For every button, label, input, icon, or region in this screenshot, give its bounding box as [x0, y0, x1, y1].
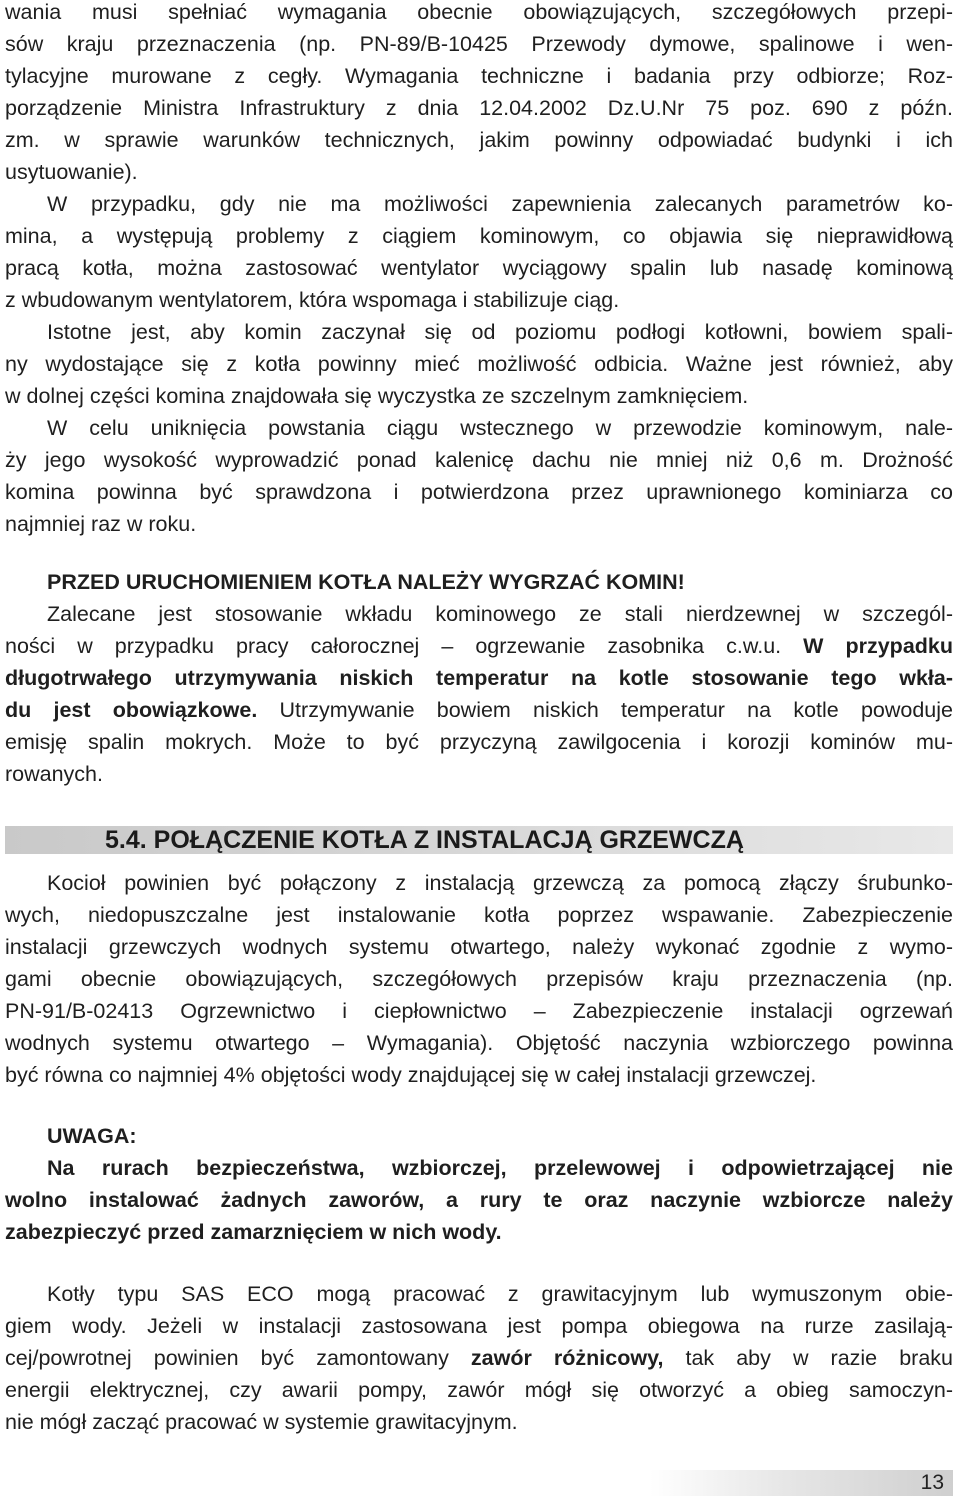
text-line: ży jego wysokość wyprowadzić ponad kalenicę dachu nie mniej niż 0,6 m. Drożność — [5, 448, 953, 472]
text-line: Kotły typu SAS ECO mogą pracować z grawitacyjnym lub wymuszonym obie- — [47, 1282, 953, 1306]
text-line: giem wody. Jeżeli w instalacji zastosowana jest pompa obiegowa na rurze zasilają- — [5, 1314, 953, 1338]
section-title: 5.4. POŁĄCZENIE KOTŁA Z INSTALACJĄ GRZEWCZĄ — [105, 826, 744, 854]
text-line: energii elektrycznej, czy awarii pompy, zawór mógł się otworzyć a obieg samoczyn- — [5, 1378, 953, 1402]
bold-text-line: Na rurach bezpieczeństwa, wzbiorczej, przelewowej i odpowietrzającej nie — [47, 1156, 953, 1180]
text-line: instalacji grzewczych wodnych systemu otwartego, należy wykonać zgodnie z wymo- — [5, 935, 953, 959]
text-line: wych, niedopuszczalne jest instalowanie kotła poprzez wspawanie. Zabezpieczenie — [5, 903, 953, 927]
text-line: wodnych systemu otwartego – Wymagania). Objętość naczynia wzbiorczego powinna — [5, 1031, 953, 1055]
text-line: ny wydostające się z kotła powinny mieć możliwość odbicia. Ważne jest również, aby — [5, 352, 953, 376]
bold-text-span: W przypadku — [803, 634, 953, 658]
text-line: komina powinna być sprawdzona i potwierdzona przez uprawnionego kominiarza co — [5, 480, 953, 504]
text-line: W celu uniknięcia powstania ciągu wstecznego w przewodzie kominowym, nale- — [47, 416, 953, 440]
bold-text-span: zawór różnicowy, — [470, 1346, 664, 1370]
text-line: z wbudowanym wentylatorem, która wspomaga i stabilizuje ciąg. — [5, 288, 620, 312]
text-line — [5, 630, 953, 662]
text-line: PN-91/B-02413 Ogrzewnictwo i ciepłownictwo – Zabezpieczenie instalacji ogrzewań — [5, 999, 953, 1023]
uwaga-label: UWAGA: — [47, 1124, 137, 1148]
text-line: zm. w sprawie warunków technicznych, jakim powinny odpowiadać budynki i ich — [5, 128, 953, 152]
warning-heading: PRZED URUCHOMIENIEM KOTŁA NALEŻY WYGRZAĆ KOMIN! — [47, 570, 685, 594]
bold-text-line: długotrwałego utrzymywania niskich temperatur na kotle stosowanie tego wkła- — [5, 666, 953, 690]
text-line: usytuowanie). — [5, 160, 138, 184]
text-line: gami obecnie obowiązujących, szczegółowych przepisów kraju przeznaczenia (np. — [5, 967, 953, 991]
text-line: pracą kotła, można zastosować wentylator wyciągowy spalin lub nasadę kominową — [5, 256, 953, 280]
text-line: tylacyjne murowane z cegły. Wymagania techniczne i badania przy odbiorze; Roz- — [5, 64, 953, 88]
bold-text-span: du jest obowiązkowe. — [5, 698, 258, 722]
text-span: ności w przypadku pracy całorocznej – ogrzewanie zasobnika c.w.u. — [5, 634, 804, 658]
text-line: najmniej raz w roku. — [5, 512, 197, 536]
text-line: nie mógł zacząć pracować w systemie grawitacyjnym. — [5, 1410, 518, 1434]
page-number: 13 — [920, 1471, 944, 1494]
text-line: mina, a występują problemy z ciągiem kominowym, co objawia się nieprawidłową — [5, 224, 953, 248]
text-line — [5, 1342, 953, 1374]
text-line: wania musi spełniać wymagania obecnie obowiązujących, szczegółowych przepi- — [5, 0, 953, 24]
text-line: w dolnej części komina znajdowała się wyczystka ze szczelnym zamknięciem. — [5, 384, 749, 408]
text-line: porządzenie Ministra Infrastruktury z dnia 12.04.2002 Dz.U.Nr 75 poz. 690 z późn. — [5, 96, 953, 120]
text-line: Kocioł powinien być połączony z instalacją grzewczą za pomocą złączy śrubunko- — [47, 871, 953, 895]
text-line: być równa co najmniej 4% objętości wody znajdującej się w całej instalacji grzewczej. — [5, 1063, 817, 1087]
text-span: cej/powrotnej powinien być zamontowany — [5, 1346, 471, 1370]
text-span: Utrzymywanie bowiem niskich temperatur na kotle powoduje — [257, 698, 953, 722]
text-span: tak aby w razie braku — [663, 1346, 953, 1370]
bold-text-line: wolno instalować żadnych zaworów, a rury te oraz naczynie wzbiorcze należy — [5, 1188, 953, 1212]
text-line: Zalecane jest stosowanie wkładu kominowego ze stali nierdzewnej w szczegól- — [47, 602, 953, 626]
text-line: emisję spalin mokrych. Może to być przyczyną zawilgocenia i korozji kominów mu- — [5, 730, 953, 754]
footer-bar — [650, 1470, 953, 1496]
text-line — [5, 694, 953, 726]
text-line: Istotne jest, aby komin zaczynał się od poziomu podłogi kotłowni, bowiem spali- — [47, 320, 953, 344]
bold-text-line: zabezpieczyć przed zamarznięciem w nich wody. — [5, 1220, 502, 1244]
text-line: rowanych. — [5, 762, 103, 786]
text-line: W przypadku, gdy nie ma możliwości zapewnienia zalecanych parametrów ko- — [47, 192, 953, 216]
text-line: sów kraju przeznaczenia (np. PN-89/B-10425 Przewody dymowe, spalinowe i wen- — [5, 32, 953, 56]
